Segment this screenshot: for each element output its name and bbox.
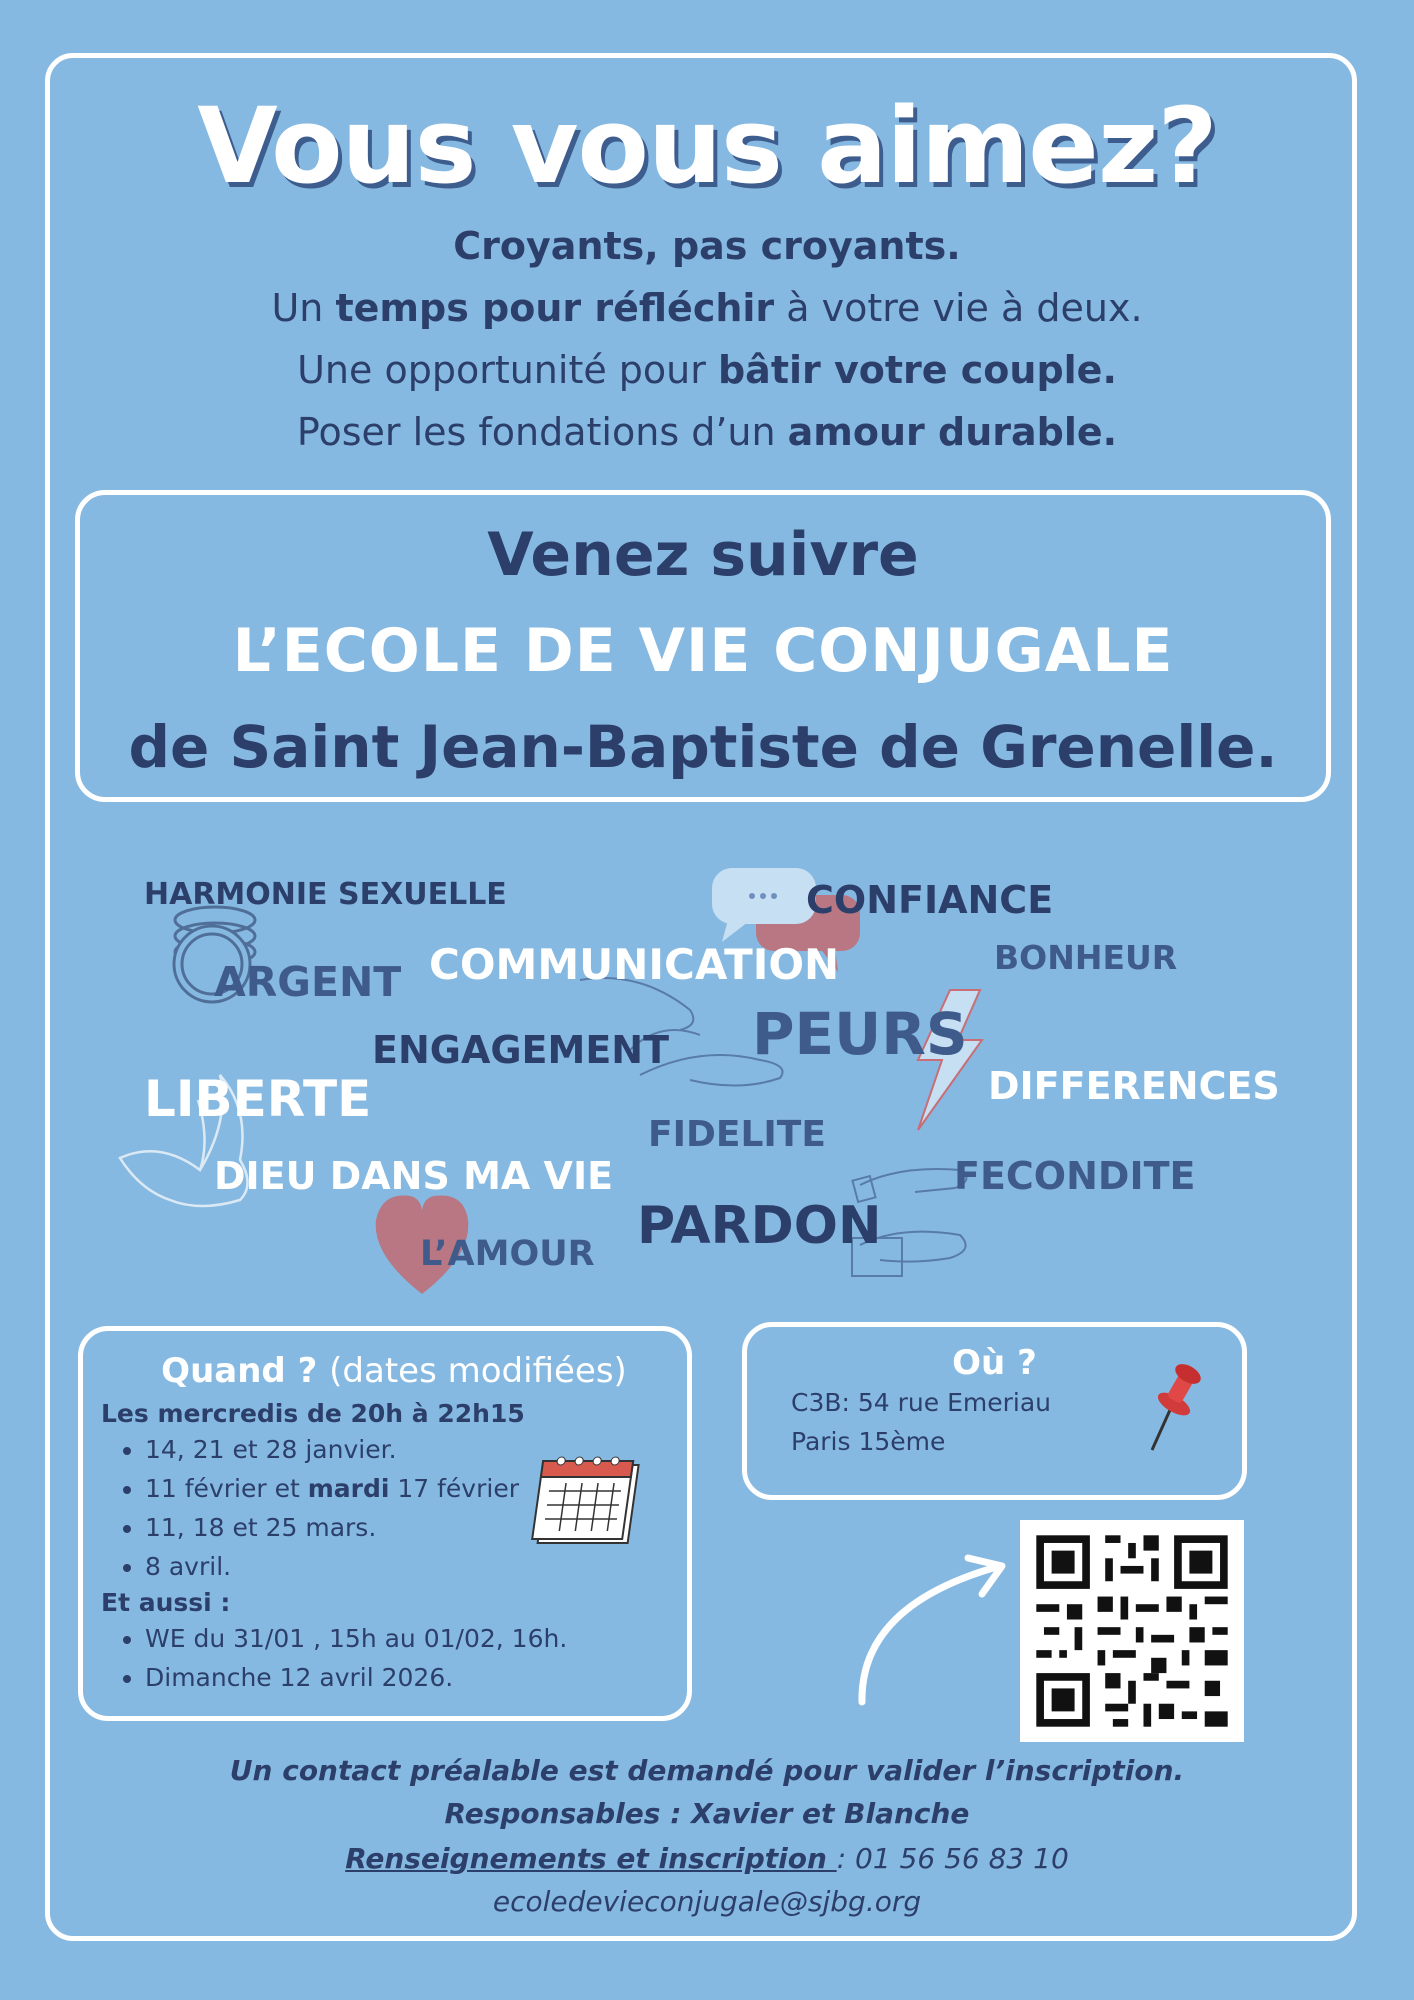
word-argent: ARGENT bbox=[214, 958, 402, 1006]
intro-line-4: Poser les fondations d’un amour durable. bbox=[296, 410, 1118, 454]
list-item: • 8 avril. bbox=[145, 1547, 687, 1586]
when-subtitle: Les mercredis de 20h à 22h15 bbox=[101, 1399, 525, 1428]
phone-number: : 01 56 56 83 10 bbox=[836, 1842, 1069, 1875]
school-banner bbox=[75, 490, 1331, 802]
list-item: • 14, 21 et 28 janvier. bbox=[145, 1430, 687, 1469]
banner-line-2: L’ECOLE DE VIE CONJUGALE bbox=[232, 616, 1174, 686]
also-list bbox=[101, 1619, 687, 1697]
banner-line-3: de Saint Jean-Baptiste de Grenelle. bbox=[128, 713, 1278, 781]
qr-code-image bbox=[1020, 1520, 1244, 1742]
banner-line-1: Venez suivre bbox=[487, 520, 919, 590]
word-fecondite: FECONDITE bbox=[954, 1154, 1196, 1198]
word-peurs: PEURS bbox=[752, 1000, 968, 1068]
word-differences: DIFFERENCES bbox=[988, 1064, 1280, 1108]
list-item: • Dimanche 12 avril 2026. bbox=[145, 1658, 687, 1697]
list-item: • 11, 18 et 25 mars. bbox=[145, 1508, 687, 1547]
word-fidelite: FIDELITE bbox=[648, 1114, 826, 1155]
renseignements-link[interactable]: Renseignements et inscription bbox=[345, 1842, 837, 1875]
word-liberte: LIBERTE bbox=[144, 1070, 372, 1128]
intro-line-3: Une opportunité pour bâtir votre couple. bbox=[297, 348, 1117, 392]
word-confiance: CONFIANCE bbox=[806, 878, 1054, 922]
responsables-line: Responsables : Xavier et Blanche bbox=[444, 1797, 970, 1830]
pushpin-icon bbox=[1140, 1360, 1210, 1454]
arrow-icon bbox=[850, 1550, 1020, 1720]
renseignements-line bbox=[0, 1842, 1414, 1875]
list-item: • 11 février et mardi 17 février bbox=[145, 1469, 687, 1508]
calendar-icon bbox=[530, 1455, 646, 1549]
intro-text bbox=[0, 215, 1414, 463]
qr-code[interactable] bbox=[1020, 1520, 1244, 1742]
intro-line-1: Croyants, pas croyants. bbox=[453, 224, 961, 268]
contact-note: Un contact préalable est demandé pour valider l’inscription. bbox=[229, 1754, 1185, 1787]
address-line-1: C3B: 54 rue Emeriau bbox=[791, 1388, 1052, 1417]
word-pardon: PARDON bbox=[637, 1196, 882, 1256]
address-line-2: Paris 15ème bbox=[791, 1427, 946, 1456]
email-link[interactable]: ecoledevieconjugale@sjbg.org bbox=[492, 1885, 922, 1918]
word-amour: L’AMOUR bbox=[420, 1234, 595, 1274]
list-item: • WE du 31/01 , 15h au 01/02, 16h. bbox=[145, 1619, 687, 1658]
word-bonheur: BONHEUR bbox=[994, 938, 1178, 977]
word-communication: COMMUNICATION bbox=[429, 940, 840, 989]
word-dieu: DIEU DANS MA VIE bbox=[214, 1154, 614, 1198]
word-engagement: ENGAGEMENT bbox=[372, 1028, 670, 1072]
where-title: Où ? bbox=[952, 1343, 1037, 1383]
page-title: Vous vous aimez? bbox=[197, 85, 1217, 207]
also-title: Et aussi : bbox=[101, 1588, 231, 1617]
when-title: Quand ? (dates modifiées) bbox=[161, 1351, 627, 1391]
word-harmonie: HARMONIE SEXUELLE bbox=[144, 877, 507, 912]
intro-line-2: Un temps pour réfléchir à votre vie à deux. bbox=[271, 286, 1143, 330]
